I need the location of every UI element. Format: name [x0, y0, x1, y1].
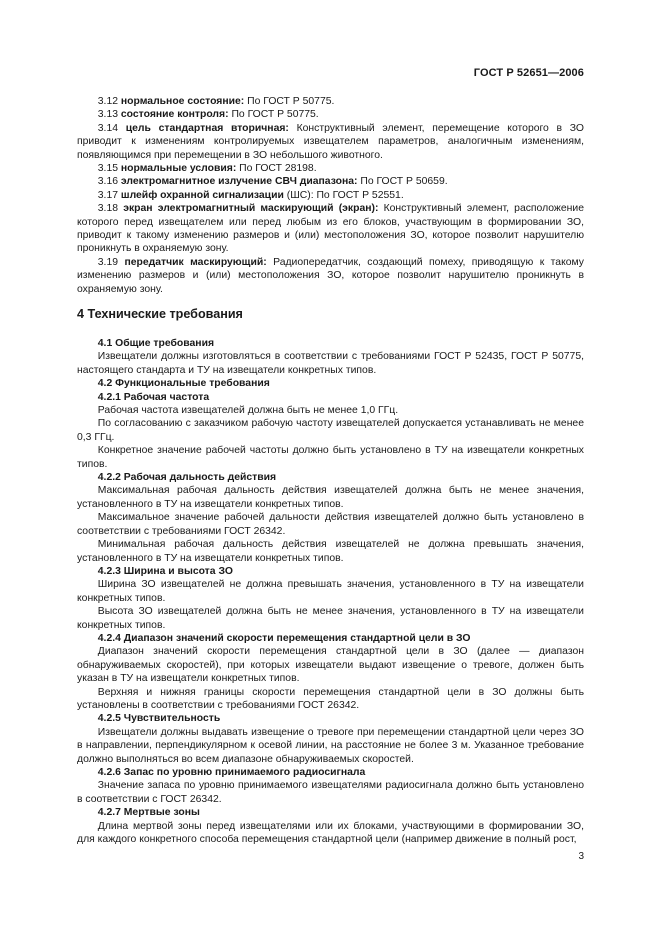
definition-item	[77, 202, 584, 256]
paragraph: Высота ЗО извещателей должна быть не менее значения, установленного в ТУ на извещатели конкретных типов.	[77, 606, 584, 631]
definition-number: 3.18	[97, 203, 119, 215]
section-title: 4 Технические требования	[77, 307, 243, 321]
subsection-heading: 4.2.2 Рабочая дальность действия	[77, 472, 277, 484]
definition-item	[77, 256, 584, 296]
definition-item	[77, 95, 584, 108]
definition-term: нормальные условия:	[120, 163, 237, 175]
section-body	[77, 337, 584, 846]
document-header-code: ГОСТ Р 52651—2006	[473, 67, 584, 79]
definition-number: 3.19	[97, 256, 119, 268]
definition-term: состояние контроля:	[120, 109, 229, 121]
definition-term: цель стандартная вторичная:	[125, 122, 289, 134]
paragraph: Максимальная рабочая дальность действия извещателей должна быть не менее значения, установленного в ТУ на извещатели конкретных типов.	[77, 485, 584, 510]
definition-item	[77, 108, 584, 121]
paragraph: Извещатели должны изготовляться в соответствии с требованиями ГОСТ Р 52435, ГОСТ Р 50775, настоящего стандарта и ТУ на извещатели конкретных типов.	[77, 351, 584, 376]
definition-text: По ГОСТ Р 50659.	[357, 176, 448, 188]
definition-term: экран электромагнитный маскирующий (экран):	[123, 203, 379, 215]
definition-text: (ШС): По ГОСТ Р 52551.	[283, 189, 404, 201]
paragraph: По согласованию с заказчиком рабочую частоту извещателей допускается устанавливать не менее 0,3 ГГц.	[77, 418, 584, 443]
paragraph: Ширина ЗО извещателей не должна превышать значения, установленного в ТУ на извещатели конкретных типов.	[77, 579, 584, 604]
definition-item	[77, 189, 584, 202]
definition-text: По ГОСТ Р 50775.	[244, 96, 335, 107]
definition-number: 3.14	[97, 122, 119, 134]
subsection-heading: 4.2.3 Ширина и высота ЗО	[77, 565, 233, 577]
definition-number: 3.12	[97, 96, 119, 107]
subsection-heading: 4.2.6 Запас по уровню принимаемого радиосигнала	[77, 767, 366, 778]
definition-item	[77, 162, 584, 175]
definitions-block	[77, 95, 584, 296]
definition-term: передатчик маскирующий:	[124, 256, 267, 268]
subsection-heading: 4.2.4 Диапазон значений скорости перемещения стандартной цели в ЗО	[77, 632, 471, 644]
subsection-heading: 4.2.1 Рабочая частота	[77, 391, 210, 403]
subsection-heading: 4.1 Общие требования	[77, 338, 215, 349]
paragraph: Диапазон значений скорости перемещения стандартной цели в ЗО (далее — диапазон обнаруживаемых скоростей), при которых извещатели выдают извещение о тревоге, должен быть указан в ТУ на извещатели конкретных типов.	[77, 646, 584, 685]
definition-term: электромагнитное излучение СВЧ диапазона:	[120, 176, 358, 188]
paragraph: Длина мертвой зоны перед извещателями или их блоками, участвующими в формировании ЗО, для каждого конкретного способа перемещения стандартной цели (например движение в полный рост,	[77, 820, 584, 846]
definition-text: Конструктивный элемент, перемещение которого в ЗО приводит к изменениям контролируемых извещателем параметров, аналогичным изменениям, появляющимся при перемещении в ЗО небольшого животного.	[77, 122, 584, 161]
definition-number: 3.15	[97, 163, 119, 175]
definition-text: По ГОСТ 28198.	[236, 163, 317, 175]
paragraph: Конкретное значение рабочей частоты должно быть установлено в ТУ на извещатели конкретных типов.	[77, 445, 584, 470]
definition-term: нормальное состояние:	[120, 96, 245, 107]
paragraph: Рабочая частота извещателей должна быть не менее 1,0 ГГц.	[77, 405, 399, 417]
definition-number: 3.13	[97, 109, 119, 121]
definition-text: Конструктивный элемент, расположение которого перед извещателем или перед любым из его блоков, участвующим в формировании ЗО, приводит к такому изменению размеров и (или) местоположения ЗО, которое позволит нарушителю проникнуть в охраняемую зону.	[77, 203, 584, 255]
paragraph: Минимальная рабочая дальность действия извещателей не должна превышать значения, установленного в ТУ на извещатели конкретных типов.	[77, 539, 584, 564]
page-number: 3	[578, 851, 584, 862]
subsection-heading: 4.2 Функциональные требования	[77, 378, 270, 390]
definition-text: Радиопередатчик, создающий помеху, приводящую к такому изменению размеров и (или) местоположения ЗО, которое позволит нарушителю проникнуть в охраняемую зону.	[77, 256, 584, 295]
subsection-heading: 4.2.7 Мертвые зоны	[77, 807, 200, 819]
paragraph: Значение запаса по уровню принимаемого извещателями радиосигнала должно быть установлено в соответствии с ГОСТ 26342.	[77, 780, 584, 805]
definition-item	[77, 175, 584, 188]
paragraph: Извещатели должны выдавать извещение о тревоге при перемещении стандартной цели через ЗО в направлении, перпендикулярном к осевой линии, на расстояние не более 3 м. Указанное требование должно выполняться во всем диапазоне обнаруживаемых скоростей.	[77, 726, 584, 765]
subsection-heading: 4.2.5 Чувствительность	[77, 713, 221, 725]
paragraph: Максимальное значение рабочей дальности действия извещателей должно быть установлено в соответствии с требованиями ГОСТ 26342.	[77, 512, 584, 537]
definition-number: 3.17	[97, 189, 119, 201]
definition-term: шлейф охранной сигнализации	[120, 189, 284, 201]
paragraph: Верхняя и нижняя границы скорости перемещения стандартной цели в ЗО должны быть установлены в соответствии с требованиями ГОСТ 26342.	[77, 686, 584, 711]
definition-item	[77, 122, 584, 162]
definition-text: По ГОСТ Р 50775.	[228, 109, 319, 121]
definition-number: 3.16	[97, 176, 119, 188]
